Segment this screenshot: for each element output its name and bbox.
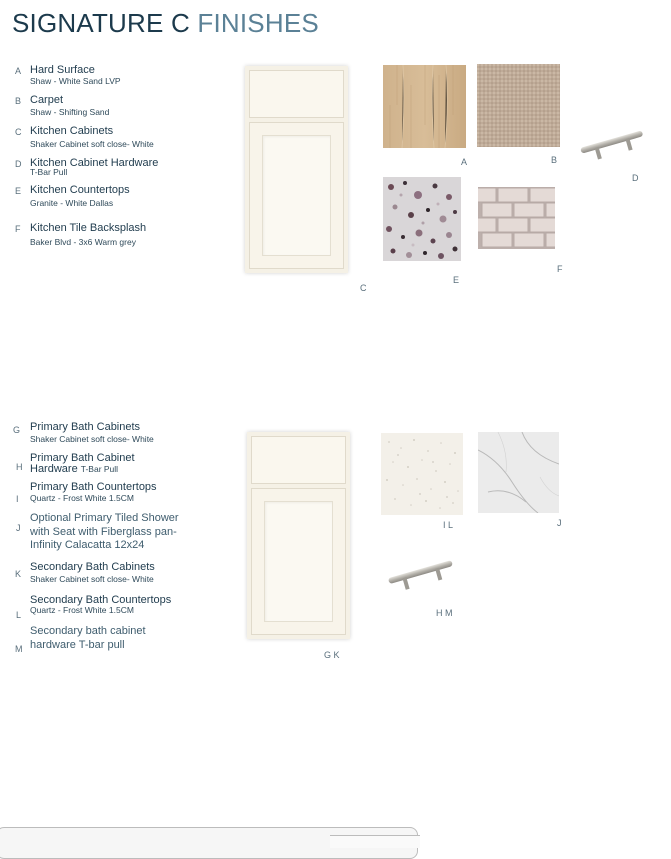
spec-detail: Shaker Cabinet soft close- White <box>30 434 154 444</box>
spec-letter: M <box>15 644 23 654</box>
granite-countertop-swatch <box>383 177 461 261</box>
cabinet-drawer-front <box>249 70 344 118</box>
spec-detail: Quartz - Frost White 1.5CM <box>30 605 134 615</box>
swatch-tag-j: J <box>557 518 562 528</box>
kitchen-t-bar-pull-swatch <box>578 122 646 164</box>
spec-name: Carpet <box>30 94 64 106</box>
spec-name: Kitchen Cabinet Hardware <box>30 157 159 169</box>
cabinet-door-frame <box>249 122 344 269</box>
subway-tile-backsplash-swatch <box>478 187 555 249</box>
swatch-tag-f: F <box>557 264 563 274</box>
swatch-tag-c: C <box>360 283 367 293</box>
spec-detail: Shaw - White Sand LVP <box>30 76 121 86</box>
spec-name: Kitchen Countertops <box>30 184 130 196</box>
spec-letter: E <box>15 186 22 196</box>
spec-letter: B <box>15 96 22 106</box>
spec-letter: C <box>15 127 22 137</box>
spec-name: Kitchen Tile Backsplash <box>30 222 147 234</box>
spec-letter: D <box>15 159 22 169</box>
spec-name-line2 <box>30 463 118 475</box>
spec-letter: H <box>16 462 23 472</box>
spec-detail: Shaker Cabinet soft close- White <box>30 574 154 584</box>
finish-spec-list <box>0 0 240 843</box>
calacatta-shower-tile-swatch <box>478 432 559 513</box>
spec-letter: L <box>16 610 22 620</box>
spec-detail: T-Bar Pull <box>80 464 119 474</box>
carpet-swatch <box>477 64 560 147</box>
bath-cabinet-door-swatch <box>247 432 350 639</box>
title-accent: FINISHES <box>197 8 319 38</box>
swatch-tag-e: E <box>453 275 460 285</box>
swatch-tag-gk: G K <box>324 650 340 660</box>
spec-letter: J <box>16 523 21 533</box>
swatch-tag-b: B <box>551 155 558 165</box>
hard-surface-swatch <box>383 65 466 148</box>
spec-name: Primary Bath Countertops <box>30 481 157 493</box>
spec-detail: Granite - White Dallas <box>30 198 114 208</box>
spec-name-cont: Hardware <box>30 463 78 475</box>
spec-letter: A <box>15 66 22 76</box>
spec-name: Primary Bath Cabinet <box>30 452 135 464</box>
cabinet-door-panel <box>264 501 333 622</box>
spec-detail: Shaker Cabinet soft close- White <box>30 139 154 149</box>
spec-detail: T-Bar Pull <box>30 167 68 177</box>
cabinet-door-frame <box>251 488 346 635</box>
quartz-countertop-swatch <box>381 433 463 515</box>
spec-letter: G <box>13 425 21 435</box>
cabinet-door-panel <box>262 135 331 256</box>
spec-name: Optional Primary Tiled Shower with Seat with Fiberglass pan- Infinity Calacatta 12x24 <box>30 512 179 551</box>
spec-letter: K <box>15 569 22 579</box>
swatch-tag-il: I L <box>443 520 454 530</box>
spec-name: Hard Surface <box>30 64 95 76</box>
bath-t-bar-pull-swatch <box>386 556 456 592</box>
title-main: SIGNATURE C <box>12 8 190 38</box>
spec-letter: I <box>16 494 19 504</box>
spec-name: Primary Bath Cabinets <box>30 421 141 433</box>
spec-detail: Quartz - Frost White 1.5CM <box>30 493 134 503</box>
swatch-tag-d: D <box>632 173 639 183</box>
spec-name: Secondary bath cabinet hardware T-bar pull <box>30 625 146 651</box>
bottom-scrollbar-tab[interactable] <box>330 835 420 848</box>
kitchen-cabinet-door-swatch <box>245 66 348 273</box>
spec-detail: Baker Blvd - 3x6 Warm grey <box>30 237 136 247</box>
swatch-tag-hm: H M <box>436 608 453 618</box>
spec-name: Secondary Bath Cabinets <box>30 561 155 573</box>
spec-letter: F <box>15 224 21 234</box>
spec-name: Kitchen Cabinets <box>30 125 114 137</box>
spec-detail: Shaw - Shifting Sand <box>30 107 110 117</box>
cabinet-drawer-front <box>251 436 346 484</box>
swatch-tag-a: A <box>461 157 468 167</box>
spec-name: Secondary Bath Countertops <box>30 594 172 606</box>
